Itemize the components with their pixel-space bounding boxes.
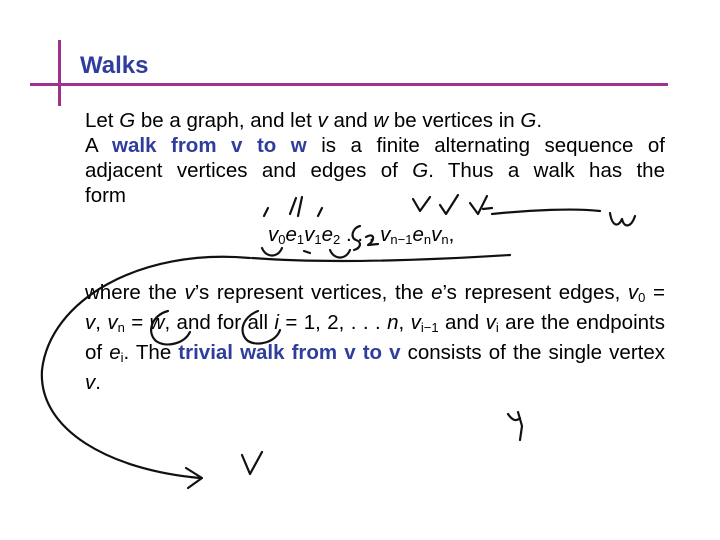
ink-line <box>492 210 600 214</box>
ink-arrow-curve <box>42 257 250 478</box>
term-trivial-walk: trivial walk from v to v <box>178 341 401 364</box>
ink-tick <box>470 196 487 214</box>
ink-squiggle <box>353 226 360 250</box>
ink-2 <box>366 235 378 245</box>
definition-line-4: form <box>85 184 126 207</box>
walk-formula: $v_0e_1v_1e_2$ . . . $v_{n-1}e_nv_n$, <box>268 223 455 247</box>
ink-w-letter <box>610 213 635 225</box>
ink-circle <box>243 311 280 344</box>
ink-underline <box>252 255 510 261</box>
ink-mark <box>304 251 310 253</box>
ink-v-letter <box>242 452 262 474</box>
definition-line-2: A walk from v to w is a finite alternating sequence of <box>85 134 665 157</box>
ink-tick <box>318 208 322 216</box>
ink-smile <box>330 250 350 258</box>
ink-tick <box>264 208 268 216</box>
ink-tick <box>440 195 458 214</box>
definition-line-1: Let G be a graph, and let v and w be vertices in G. <box>85 109 543 132</box>
ink-tick <box>298 197 302 216</box>
ink-tick <box>290 198 296 214</box>
ink-smile <box>262 248 282 256</box>
ink-circle <box>151 311 190 344</box>
ink-tick <box>483 208 492 209</box>
explanation-paragraph: where the v’s represent vertices, the e’s represent edges, $v_0 = v$, $v_n = w$, and for all i = 1, 2, . . . n, $v_{i-1}$ and $v_i$ are the endpoints of $e_i$. The trivial walk from v to v consists of the single vertex v. <box>85 281 665 394</box>
slide-title: Walks <box>80 52 149 79</box>
definition-line-3: adjacent vertices and edges of G. Thus a walk has the <box>85 159 665 182</box>
term-walk: walk from v to w <box>112 134 307 157</box>
ink-y-letter <box>508 412 522 440</box>
ink-tick <box>413 197 430 211</box>
